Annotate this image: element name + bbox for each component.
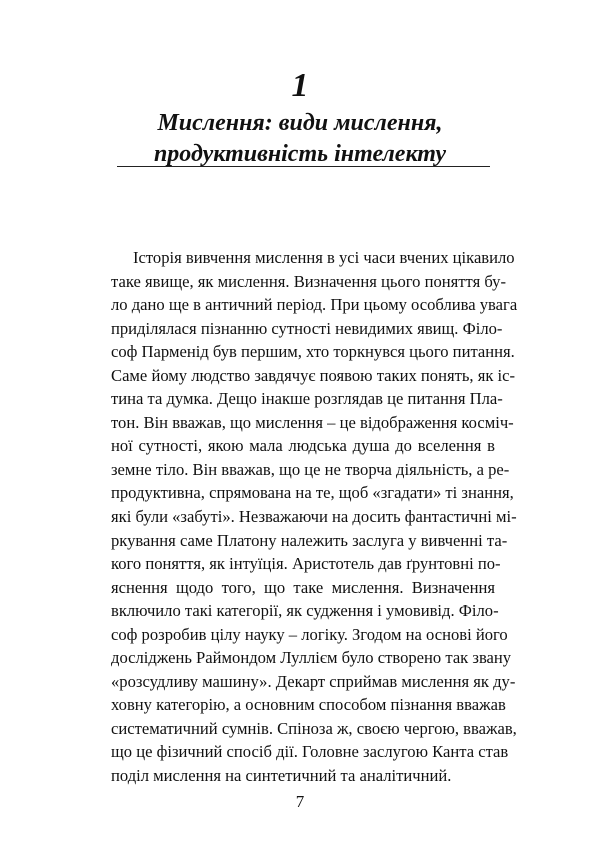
paragraph-line: яснення щодо того, що таке мислення. Визначення (111, 577, 495, 597)
paragraph-line: таке явище, як мислення. Визначення цього поняття бу- (111, 271, 507, 291)
paragraph-line: ної сутності, якою мала людська душа до вселення в (111, 436, 495, 456)
paragraph-line: соф Парменід був першим, хто торкнувся цього питання. (111, 342, 515, 362)
paragraph-line: досліджень Раймондом Луллієм було створено так звану (111, 648, 512, 668)
paragraph-line: кого поняття, як інтуїція. Аристотель дав ґрунтовні по- (111, 554, 501, 574)
paragraph-line: тон. Він вважав, що мислення – це відображення косміч- (111, 412, 514, 432)
chapter-title-line-2: продуктивність інтелекту (153, 141, 447, 167)
paragraph-line: тина та думка. Дещо інакше розглядав це питання Пла- (111, 389, 503, 409)
page-number: 7 (295, 792, 305, 811)
paragraph-line: «розсудливу машину». Декарт сприймав мислення як ду- (111, 671, 516, 691)
paragraph-line: ло дано ще в античний період. При цьому особлива увага (111, 295, 518, 315)
paragraph-line: ховну категорію, а основним способом пізнання вважав (111, 695, 506, 715)
paragraph-line: Саме йому людство завдячує появою таких понять, як іс- (111, 365, 516, 385)
body-paragraph (111, 246, 518, 788)
paragraph-line: що це фізичний спосіб дії. Головне заслугою Канта став (111, 742, 509, 762)
title-underline (117, 166, 490, 167)
paragraph-line: соф розробив цілу науку – логіку. Згодом на основі його (111, 624, 508, 644)
paragraph-line: систематичний сумнів. Спіноза ж, своєю чергою, вважав, (111, 718, 517, 738)
chapter-title (100, 108, 500, 170)
paragraph-line: ркування саме Платону належить заслуга у вивченні та- (111, 530, 508, 550)
paragraph-line: які були «забуті». Незважаючи на досить фантастичні мі- (111, 507, 517, 527)
paragraph-line: продуктивна, спрямована на те, щоб «згадати» ті знання, (111, 483, 514, 503)
chapter-title-line-1: Мислення: види мислення, (157, 110, 443, 136)
paragraph-line: включило такі категорії, як судження і умовивід. Філо- (111, 601, 499, 621)
chapter-number: 1 (291, 67, 309, 104)
paragraph-line: приділялася пізнанню сутності невидимих явищ. Філо- (111, 318, 503, 338)
paragraph-line: земне тіло. Він вважав, що це не творча діяльність, а ре- (111, 459, 510, 479)
paragraph-line: Історія вивчення мислення в усі часи вчених цікавило (133, 248, 515, 267)
paragraph-line: поділ мислення на синтетичний та аналітичний. (111, 766, 452, 786)
